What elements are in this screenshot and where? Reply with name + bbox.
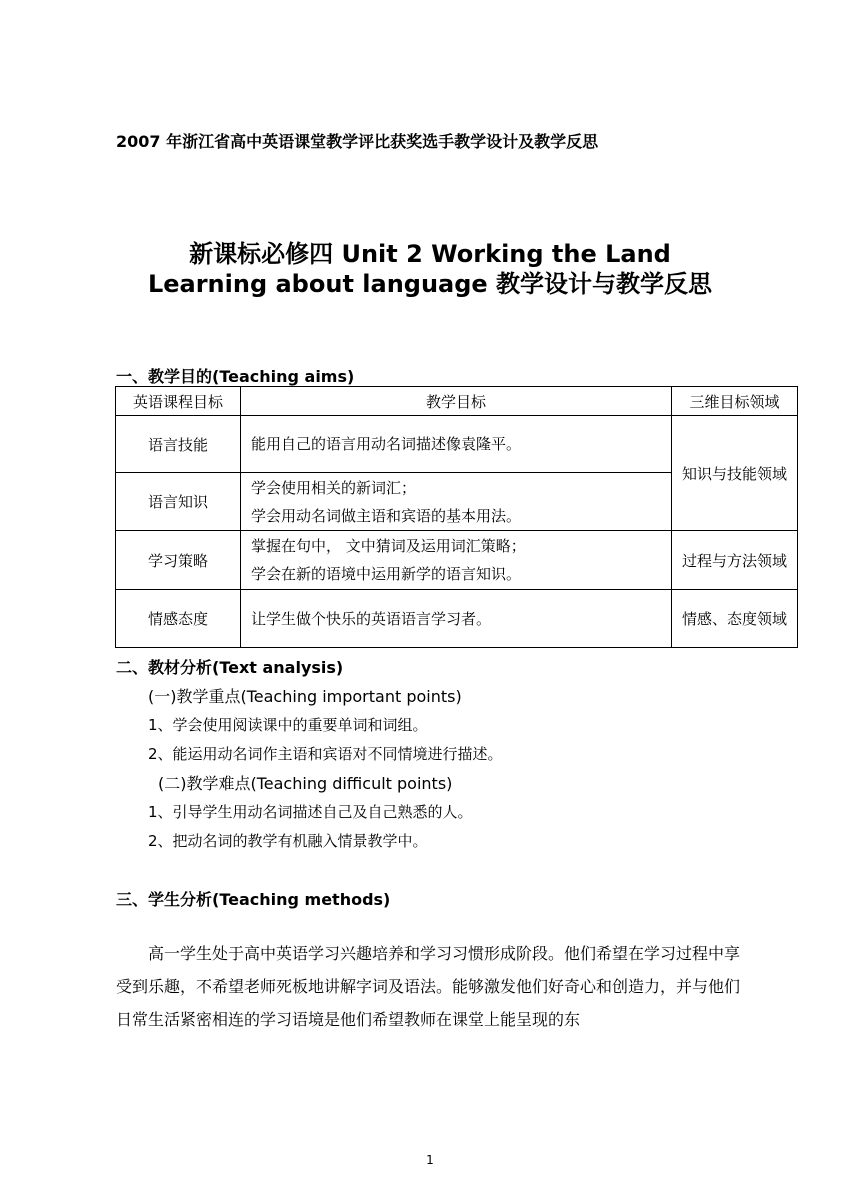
- table-header-cell: 教学目标: [241, 387, 672, 416]
- goal-line: 学会使用相关的新词汇；: [251, 478, 417, 497]
- subheading-important-points: (一)教学重点(Teaching important points): [148, 687, 462, 706]
- document-header: 2007 年浙江省高中英语课堂教学评比获奖选手教学设计及教学反思: [116, 132, 599, 151]
- table-cell-goal: [241, 416, 672, 473]
- section-heading-teaching-aims: 一、教学目的(Teaching aims): [116, 367, 355, 386]
- goal-line: 学会用动名词做主语和宾语的基本用法。: [251, 506, 522, 525]
- list-item: 2、把动名词的教学有机融入情景教学中。: [148, 832, 428, 850]
- goal-line: 学会在新的语境中运用新学的语言知识。: [251, 565, 522, 583]
- table-cell-category: 语言技能: [116, 416, 241, 473]
- table-cell-domain: 知识与技能领域: [672, 416, 798, 531]
- table-header-cell: 英语课程目标: [116, 387, 241, 416]
- table-header-row: [116, 387, 798, 416]
- goal-line: 能用自己的语言用动名词描述像袁隆平。: [251, 435, 522, 453]
- list-item: 1、引导学生用动名词描述自己及自己熟悉的人。: [148, 803, 473, 821]
- table-cell-goal: [241, 590, 672, 648]
- table-cell-category: 学习策略: [116, 531, 241, 590]
- list-item: 2、能运用动名词作主语和宾语对不同情境进行描述。: [148, 745, 503, 763]
- table-cell-goal: [241, 531, 672, 590]
- page-number: 1: [426, 1153, 434, 1167]
- subheading-difficult-points: (二)教学难点(Teaching difficult points): [158, 774, 453, 793]
- document-title-line2: Learning about language 教学设计与教学反思: [147, 270, 713, 298]
- table-cell-goal: [241, 473, 672, 531]
- goal-line: 掌握在句中， 文中猜词及运用词汇策略；: [251, 537, 526, 555]
- table-cell-category: 情感态度: [116, 590, 241, 648]
- table-row: [116, 416, 798, 473]
- section-heading-student-analysis: 三、学生分析(Teaching methods): [116, 890, 391, 909]
- table-row: [116, 531, 798, 590]
- table-header-cell: 三维目标领域: [672, 387, 798, 416]
- table-cell-domain: 过程与方法领域: [672, 531, 798, 590]
- section-heading-text-analysis: 二、教材分析(Text analysis): [116, 658, 344, 677]
- goal-line: 让学生做个快乐的英语语言学习者。: [251, 609, 492, 628]
- teaching-aims-table: [115, 386, 798, 648]
- document-title-line1: 新课标必修四 Unit 2 Working the Land: [189, 240, 671, 268]
- table-cell-domain: 情感、态度领域: [672, 590, 798, 648]
- table-cell-category: 语言知识: [116, 473, 241, 531]
- table-row: [116, 590, 798, 648]
- list-item: 1、学会使用阅读课中的重要单词和词组。: [148, 716, 428, 734]
- student-analysis-paragraph: 高一学生处于高中英语学习兴趣培养和学习习惯形成阶段。他们希望在学习过程中享受到乐趣，不希望老师死板地讲解字词及语法。能够激发他们好奇心和创造力，并与他们日常生活紧密相连的学习语境是他们希望教师在课堂上能呈现的东: [116, 944, 741, 1029]
